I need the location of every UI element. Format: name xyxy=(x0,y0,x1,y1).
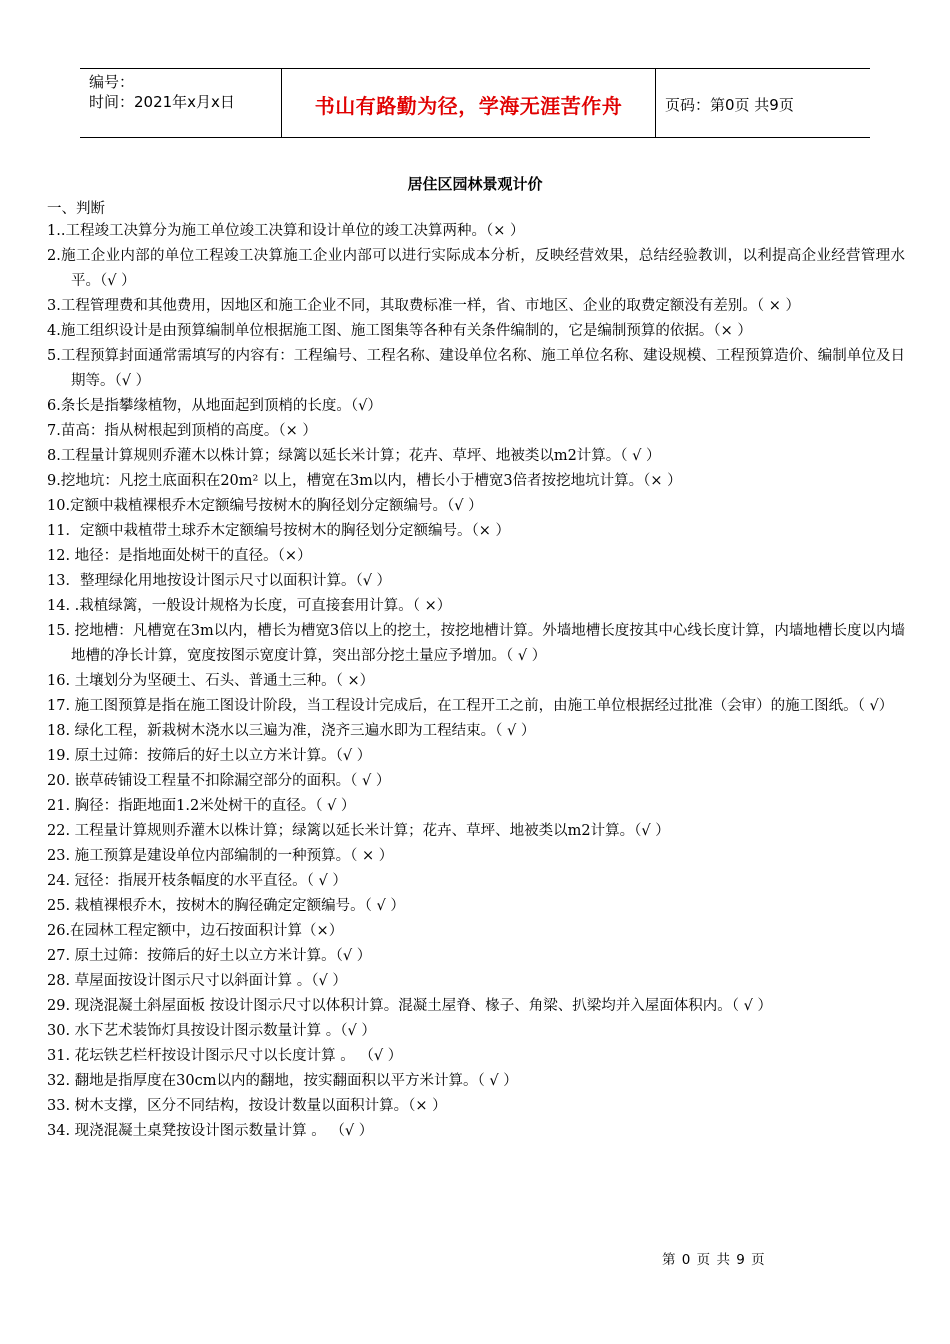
number-label: 编号： xyxy=(89,73,135,91)
motto: 书山有路勤为径，学海无涯苦作舟 xyxy=(314,94,623,118)
question-item: 18. 绿化工程，新栽树木浇水以三遍为准，浇齐三遍水即为工程结束。（ √ ） xyxy=(47,723,536,739)
question-item: 20. 嵌草砖铺设工程量不扣除漏空部分的面积。（ √ ） xyxy=(47,773,391,789)
question-item: 28. 草屋面按设计图示尺寸以斜面计算 。（√ ） xyxy=(47,973,347,989)
question-item: 24. 冠径：指展开枝条幅度的水平直径。（ √ ） xyxy=(47,873,347,889)
question-item: 7.苗高：指从树根起到顶梢的高度。（× ） xyxy=(47,423,317,439)
header-left-cell xyxy=(80,69,281,137)
section-heading: 一、判断 xyxy=(47,201,105,217)
question-item: 32. 翻地是指厚度在30cm以内的翻地，按实翻面积以平方米计算。（ √ ） xyxy=(47,1073,518,1089)
question-item: 9.挖地坑：凡挖土底面积在20m² 以上，槽宽在3m以内，槽长小于槽宽3倍者按挖地坑计算。（× ） xyxy=(47,473,682,489)
page-footer: 第 0 页 共 9 页 xyxy=(662,1252,766,1268)
question-item: 21. 胸径：指距地面1.2米处树干的直径。（ √ ） xyxy=(47,798,356,814)
question-item: 8.工程量计算规则乔灌木以株计算；绿篱以延长米计算；花卉、草坪、地被类以m2计算。（ √ ） xyxy=(47,448,661,464)
question-item: 11．定额中栽植带土球乔木定额编号按树木的胸径划分定额编号。（× ） xyxy=(47,523,510,539)
question-item: 26.在园林工程定额中，边石按面积计算（×） xyxy=(47,923,344,939)
question-item: 25. 栽植裸根乔木，按树木的胸径确定定额编号。（ √ ） xyxy=(47,898,405,914)
question-item: 23. 施工预算是建设单位内部编制的一种预算。（ × ） xyxy=(47,848,394,864)
question-item: 6.条长是指攀缘植物，从地面起到顶梢的长度。（√） xyxy=(47,398,382,414)
header-right-cell xyxy=(655,69,870,137)
question-item: 33. 树木支撑，区分不同结构，按设计数量以面积计算。（× ） xyxy=(47,1098,447,1114)
question-item: 30. 水下艺术装饰灯具按设计图示数量计算 。（√ ） xyxy=(47,1023,376,1039)
question-item: 22. 工程量计算规则乔灌木以株计算；绿篱以延长米计算；花卉、草坪、地被类以m2计算。（√ ） xyxy=(47,823,670,839)
header-center-cell xyxy=(281,69,656,137)
question-item: 4.施工组织设计是由预算编制单位根据施工图、施工图集等各种有关条件编制的，它是编制预算的依据。（× ） xyxy=(47,323,752,339)
question-item: 19. 原土过筛：按筛后的好土以立方米计算。（√ ） xyxy=(47,748,372,764)
question-item: 1..工程竣工决算分为施工单位竣工决算和设计单位的竣工决算两种。（× ） xyxy=(47,223,525,239)
page-info: 页码：第0页 共9页 xyxy=(665,96,794,114)
question-item: 10.定额中栽植裸根乔木定额编号按树木的胸径划分定额编号。（√ ） xyxy=(47,498,483,514)
question-item: 31. 花坛铁艺栏杆按设计图示尺寸以长度计算 。 （√ ） xyxy=(47,1048,403,1064)
question-item: 14. .栽植绿篱，一般设计规格为长度，可直接套用计算。（ ×） xyxy=(47,598,452,614)
question-list xyxy=(47,219,905,1144)
question-item: 16. 土壤划分为坚硬土、石头、普通土三种。（ ×） xyxy=(47,673,375,689)
question-item: 3.工程管理费和其他费用，因地区和施工企业不同，其取费标准一样，省、市地区、企业的取费定额没有差别。（ × ） xyxy=(47,298,800,314)
question-item: 15. 挖地槽：凡槽宽在3m以内，槽长为槽宽3倍以上的挖土，按挖地槽计算。外墙地槽长度按其中心线长度计算，内墙地槽长度以内墙地槽的净长计算，宽度按图示宽度计算，突出部分挖土量应予增加。（ √ ） xyxy=(47,623,905,664)
header-table xyxy=(80,68,870,138)
question-item: 27. 原土过筛：按筛后的好土以立方米计算。（√ ） xyxy=(47,948,372,964)
question-item: 29. 现浇混凝土斜屋面板 按设计图示尺寸以体积计算。混凝土屋脊、椽子、角梁、扒梁均并入屋面体积内。（ √ ） xyxy=(47,998,772,1014)
question-item: 13．整理绿化用地按设计图示尺寸以面积计算。（√ ） xyxy=(47,573,392,589)
time-label: 时间：2021年x月x日 xyxy=(89,93,235,111)
question-item: 12. 地径：是指地面处树干的直径。（×） xyxy=(47,548,312,564)
question-item: 34. 现浇混凝土桌凳按设计图示数量计算 。 （√ ） xyxy=(47,1123,374,1139)
question-item: 2.施工企业内部的单位工程竣工决算施工企业内部可以进行实际成本分析，反映经营效果，总结经验教训，以利提高企业经营管理水平。（√ ） xyxy=(47,248,905,289)
document-title: 居住区园林景观计价 xyxy=(407,175,543,193)
question-item: 17. 施工图预算是指在施工图设计阶段，当工程设计完成后，在工程开工之前，由施工单位根据经过批准（会审）的施工图纸。（ √） xyxy=(47,698,894,714)
question-item: 5.工程预算封面通常需填写的内容有：工程编号、工程名称、建设单位名称、施工单位名称、建设规模、工程预算造价、编制单位及日期等。（√ ） xyxy=(47,348,905,389)
